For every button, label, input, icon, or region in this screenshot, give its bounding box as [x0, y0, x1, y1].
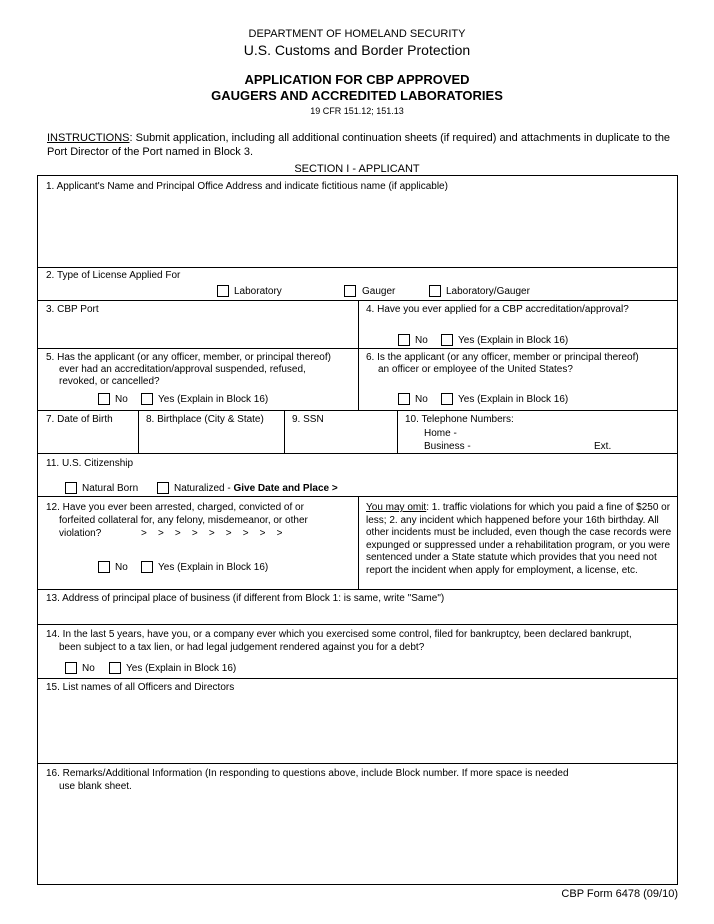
block15-label: 15. List names of all Officers and Directors	[46, 682, 235, 693]
natural-born-checkbox[interactable]	[65, 482, 77, 494]
naturalized-checkbox[interactable]	[157, 482, 169, 494]
block6-line2: an officer or employee of the United States?	[378, 364, 573, 375]
block14-no-label: No	[82, 663, 95, 674]
block12-line1: 12. Have you ever been arrested, charged, convicted of or	[46, 502, 304, 513]
regulation-citation: 19 CFR 151.12; 151.13	[310, 106, 404, 116]
block5-line2: ever had an accreditation/approval suspended, refused,	[59, 364, 306, 375]
block5-line1: 5. Has the applicant (or any officer, member, or principal thereof)	[46, 352, 331, 363]
remarks-input[interactable]	[39, 796, 676, 882]
block14-no-checkbox[interactable]	[65, 662, 77, 674]
divider	[38, 348, 677, 349]
block14-line1: 14. In the last 5 years, have you, or a company ever which you exercised some control, filed for bankruptcy, been declared bankrupt,	[46, 629, 632, 640]
gauger-checkbox[interactable]	[344, 285, 356, 297]
omit-label: You may omit	[366, 502, 427, 513]
home-phone-label: Home -	[424, 428, 457, 439]
block6-line1: 6. Is the applicant (or any officer, member or principal thereof)	[366, 352, 639, 363]
divider	[38, 763, 677, 764]
laboratory-gauger-label: Laboratory/Gauger	[446, 286, 530, 297]
divider	[358, 300, 359, 410]
block16-line2: use blank sheet.	[59, 781, 132, 792]
block12-no-checkbox[interactable]	[98, 561, 110, 573]
block7-label: 7. Date of Birth	[46, 414, 113, 425]
block13-label: 13. Address of principal place of business (if different from Block 1: is same, write "Same")	[46, 593, 445, 604]
date-of-birth-input[interactable]	[39, 428, 137, 452]
block14-yes-label: Yes (Explain in Block 16)	[126, 663, 237, 674]
block12-yes-checkbox[interactable]	[141, 561, 153, 573]
ext-label: Ext.	[594, 441, 612, 452]
laboratory-gauger-checkbox[interactable]	[429, 285, 441, 297]
agency-name: U.S. Customs and Border Protection	[243, 42, 471, 58]
block14-line2: been subject to a tax lien, or had legal judgement rendered against you for a debt?	[59, 642, 425, 653]
block1-label: 1. Applicant's Name and Principal Office Address and indicate fictitious name (if applicable)	[46, 181, 448, 192]
officers-directors-input[interactable]	[39, 696, 676, 762]
block12-no-label: No	[115, 562, 128, 573]
section-title: SECTION I - APPLICANT	[294, 163, 420, 175]
block11-label: 11. U.S. Citizenship	[46, 458, 134, 469]
block12-line3: violation?	[59, 528, 102, 539]
block4-no-label: No	[415, 335, 428, 346]
instructions-text: : Submit application, including all additional continuation sheets (if required) and attachments in duplicate to the Port Director of the Port named in Block 3.	[47, 132, 671, 158]
laboratory-checkbox[interactable]	[217, 285, 229, 297]
block2-label: 2. Type of License Applied For	[46, 270, 181, 281]
block6-yes-checkbox[interactable]	[441, 393, 453, 405]
block9-label: 9. SSN	[292, 414, 324, 425]
divider	[38, 624, 677, 625]
block3-label: 3. CBP Port	[46, 304, 99, 315]
block12-yes-label: Yes (Explain in Block 16)	[158, 562, 269, 573]
block10-label: 10. Telephone Numbers:	[405, 414, 514, 425]
form-title-line1: APPLICATION FOR CBP APPROVED	[244, 72, 470, 87]
block5-no-checkbox[interactable]	[98, 393, 110, 405]
divider	[397, 410, 398, 453]
block5-yes-checkbox[interactable]	[141, 393, 153, 405]
divider	[38, 410, 677, 411]
block4-label: 4. Have you ever applied for a CBP accreditation/approval?	[366, 304, 629, 315]
ssn-input[interactable]	[285, 428, 396, 452]
business-phone-label: Business -	[424, 441, 471, 452]
applicant-form	[37, 175, 678, 885]
divider	[38, 589, 677, 590]
block12-line2: forfeited collateral for, any felony, misdemeanor, or other	[59, 515, 308, 526]
block6-no-label: No	[415, 394, 428, 405]
divider	[38, 678, 677, 679]
block16-line1: 16. Remarks/Additional Information (In responding to questions above, include Block number. If more space is needed	[46, 768, 569, 779]
natural-born-label: Natural Born	[82, 483, 139, 494]
block12-arrows: > > > > > > > > >	[141, 528, 283, 539]
divider	[38, 453, 677, 454]
block5-no-label: No	[115, 394, 128, 405]
naturalized-text: Naturalized -	[174, 483, 234, 494]
gauger-label: Gauger	[362, 286, 396, 297]
birthplace-input[interactable]	[139, 428, 283, 452]
block14-yes-checkbox[interactable]	[109, 662, 121, 674]
block4-yes-label: Yes (Explain in Block 16)	[458, 335, 569, 346]
block5-line3: revoked, or cancelled?	[59, 376, 160, 387]
block6-no-checkbox[interactable]	[398, 393, 410, 405]
instructions	[47, 131, 679, 159]
department-name: DEPARTMENT OF HOMELAND SECURITY	[248, 28, 466, 40]
omit-text: : 1. traffic violations for which you paid a fine of $250 or less; 2. any incident which happened before your 16th birthday. All other incidents must be included, even though the case records were expunged or suppressed under a rehabilitation program, or you were sentenced under a State statute which provides that you need not report the incident when apply for employment, a license, etc.	[366, 502, 672, 576]
block6-yes-label: Yes (Explain in Block 16)	[458, 394, 569, 405]
form-number: CBP Form 6478 (09/10)	[561, 888, 678, 900]
cbp-port-input[interactable]	[39, 318, 357, 346]
block12-omit-note	[366, 502, 672, 577]
block4-no-checkbox[interactable]	[398, 334, 410, 346]
block8-label: 8. Birthplace (City & State)	[146, 414, 264, 425]
block4-yes-checkbox[interactable]	[441, 334, 453, 346]
divider	[358, 496, 359, 589]
block1-input-area[interactable]	[39, 194, 676, 266]
principal-business-address-input[interactable]	[39, 607, 676, 623]
block5-yes-label: Yes (Explain in Block 16)	[158, 394, 269, 405]
naturalized-give-date: Give Date and Place >	[233, 483, 338, 494]
naturalized-label	[174, 483, 338, 495]
laboratory-label: Laboratory	[234, 286, 282, 297]
instructions-label: INSTRUCTIONS	[47, 132, 130, 144]
form-title-line2: GAUGERS AND ACCREDITED LABORATORIES	[211, 88, 503, 103]
divider	[38, 267, 677, 268]
